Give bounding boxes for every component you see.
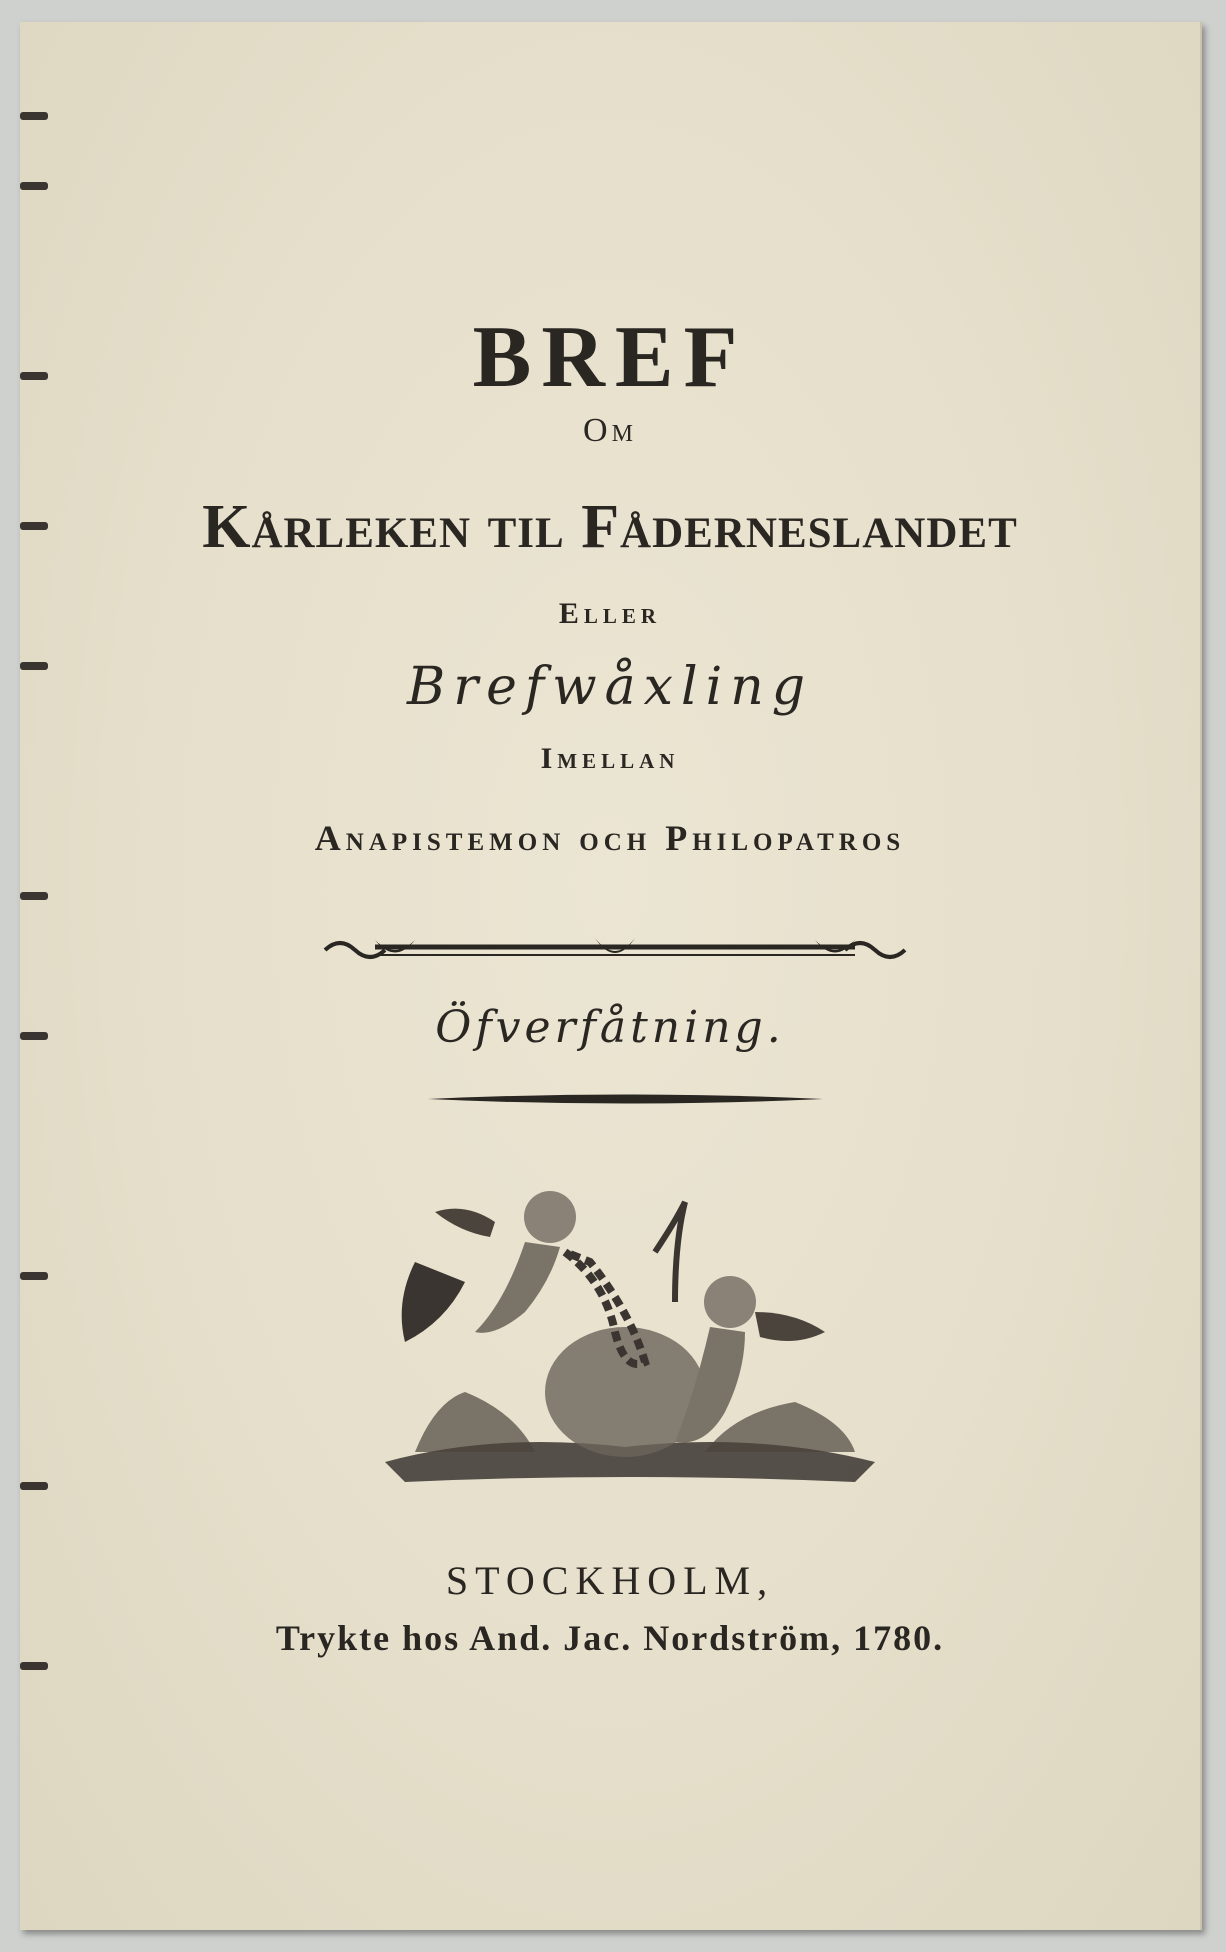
brefwaxling-line: Brefwåxling bbox=[407, 657, 813, 717]
page-title: BREF bbox=[472, 309, 748, 406]
scroll-ornament-divider-icon bbox=[315, 930, 915, 970]
horizontal-rule bbox=[428, 1092, 823, 1106]
subtitle-om: Om bbox=[583, 412, 637, 449]
imprint-place: STOCKHOLM, bbox=[445, 1558, 775, 1603]
cherubs-woodcut-icon bbox=[375, 1162, 885, 1502]
translation-line: Öfverfåtning. bbox=[435, 1002, 785, 1053]
correspondents-line: Anapistemon och Philopatros bbox=[314, 818, 906, 858]
imprint-printer: Trykte hos And. Jac. Nordström, 1780. bbox=[275, 1618, 945, 1658]
imellan-line: Imellan bbox=[540, 742, 680, 775]
book-page bbox=[20, 22, 1202, 1930]
subject-line: Kårleken til Fåderneslandet bbox=[202, 493, 1018, 561]
eller-line: Eller bbox=[558, 597, 662, 630]
